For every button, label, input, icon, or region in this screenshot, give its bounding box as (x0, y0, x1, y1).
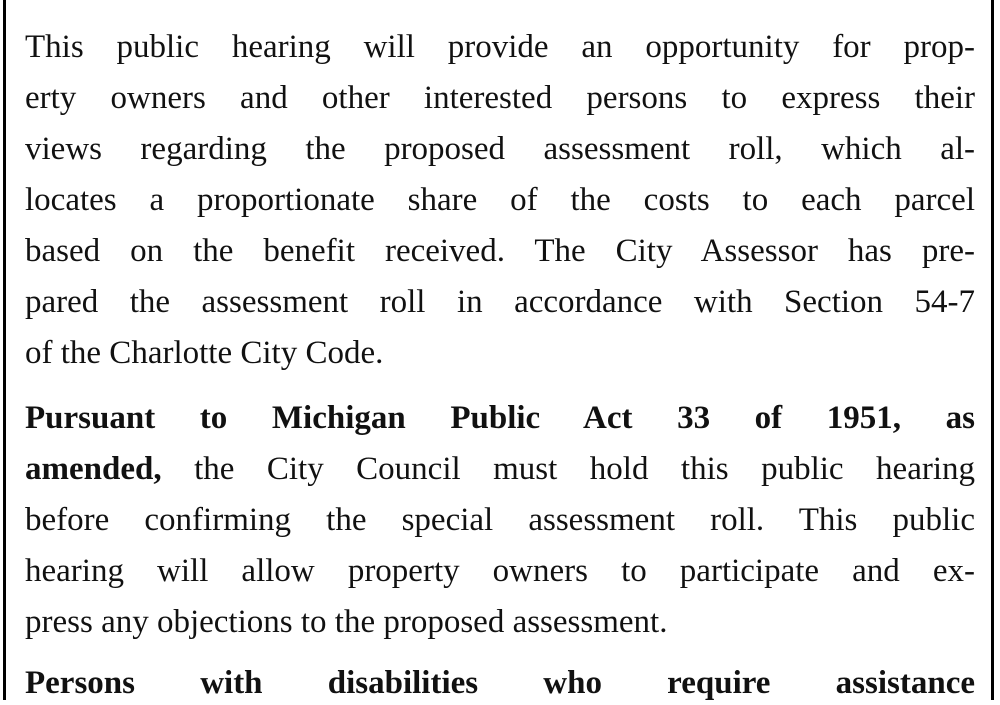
bold-text: amended, (25, 451, 162, 487)
paragraph-line: erty owners and other interested persons to express their (25, 80, 975, 116)
paragraph-line: locates a proportionate share of the costs to each parcel (25, 182, 975, 218)
paragraph-line: pared the assessment roll in accordance with Section 54-7 (25, 284, 975, 320)
paragraph-line: of the Charlotte City Code. (25, 335, 384, 371)
paragraph-line: based on the benefit received. The City Assessor has pre- (25, 233, 975, 269)
paragraph-line: press any objections to the proposed assessment. (25, 604, 668, 640)
paragraph-line: before confirming the special assessment roll. This public (25, 502, 975, 538)
paragraph-line: This public hearing will provide an opportunity for prop- (25, 29, 975, 65)
paragraph-line-mixed (25, 447, 975, 491)
paragraph-line-bold: Pursuant to Michigan Public Act 33 of 1951, as (25, 400, 975, 436)
regular-text: the City Council must hold this public hearing (161, 451, 975, 487)
paragraph-line: views regarding the proposed assessment roll, which al- (25, 131, 975, 167)
paragraph-line-bold-partial: Persons with disabilities who require assistance (25, 665, 975, 701)
paragraph-line: hearing will allow property owners to participate and ex- (25, 553, 975, 589)
